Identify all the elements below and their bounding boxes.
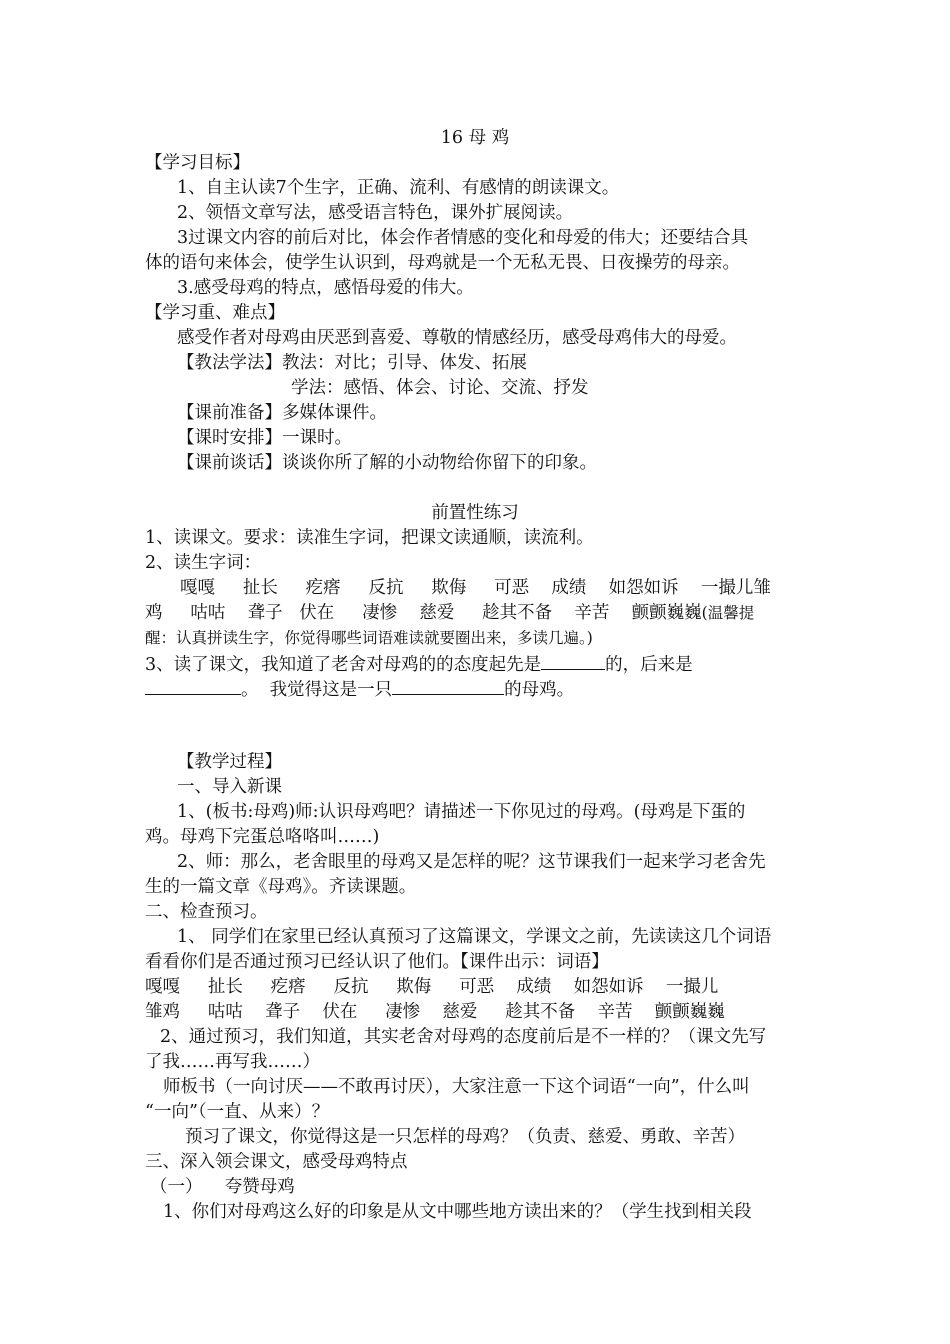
talk-line: 【课前谈话】谈谈你所了解的小动物给你留下的印象。 [177, 453, 597, 473]
section-2-para-2-line-1: 2、通过预习，我们知道，其实老舍对母鸡的态度前后是不一样的？（课文先写 [160, 1027, 767, 1047]
section-3-heading: 三、深入领会课文，感受母鸡特点 [145, 1152, 408, 1172]
keypoints-text: 感受作者对母鸡由厌恶到喜爱、尊敬的情感经历，感受母鸡伟大的母爱。 [177, 328, 737, 348]
pre-exercise-3-line-2: 。 我觉得这是一只 的母鸡。 [145, 676, 574, 702]
section-2-para-3-line-1: 师板书（一向讨厌——不敢再讨厌），大家注意一下这个词语“一向”，什么叫 [163, 1077, 750, 1097]
section-2-heading: 二、检查预习。 [145, 902, 268, 922]
pre-words-line-2: 鸡 咕咕 聋子 伏在 凄惨 慈爱 趁其不备 辛苦 颤颤巍巍(温馨提 [145, 603, 755, 623]
page-title: 16 母 鸡 [440, 128, 510, 148]
objective-4: 3.感受母鸡的特点，感悟母爱的伟大。 [177, 278, 474, 298]
objective-3-line-1: 3过课文内容的前后对比，体会作者情感的变化和母爱的伟大；还要结合具 [177, 228, 749, 248]
objectives-heading: 【学习目标】 [145, 153, 250, 173]
answer-blank-3 [392, 676, 504, 695]
section-3-subheading: （一） 夸赞母鸡 [150, 1177, 295, 1197]
answer-blank-1 [541, 651, 605, 670]
pre-exercise-1: 1、读课文。要求：读准生字词，把课文读通顺，读流利。 [145, 528, 594, 548]
section-2-para-4: 预习了课文，你觉得这是一只怎样的母鸡？（负责、慈爱、勇敢、辛苦） [185, 1127, 745, 1147]
answer-blank-2 [145, 676, 241, 695]
keypoints-heading: 【学习重、难点】 [145, 303, 285, 323]
section-1-heading: 一、导入新课 [177, 777, 282, 797]
pre-words-reminder: 醒：认真拼读生字，你觉得哪些词语难读就要圈出来，多读几遍。) [145, 629, 593, 647]
pre-exercise-heading: 前置性练习 [431, 503, 519, 523]
prep-line: 【课前准备】多媒体课件。 [177, 403, 387, 423]
section-2-para-1-line-2: 看看你们是否通过预习已经认识了他们。【课件出示：词语】 [145, 952, 609, 972]
section-2-words-line-1: 嘎嘎 扯长 疙瘩 反抗 欺侮 可恶 成绩 如怨如诉 一撮儿 [145, 977, 719, 997]
section-2-words-line-2: 雏鸡 咕咕 聋子 伏在 凄惨 慈爱 趁其不备 辛苦 颤颤巍巍 [145, 1002, 725, 1022]
section-2-para-3-line-2: “一向”（一直、从来）？ [145, 1102, 330, 1122]
objective-2: 2、领悟文章写法，感受语言特色，课外扩展阅读。 [177, 203, 574, 223]
objective-1: 1、自主认读7个生字，正确、流利、有感情的朗读课文。 [177, 178, 620, 198]
section-2-para-1-line-1: 1、 同学们在家里已经认真预习了这篇课文，学课文之前，先读读这几个词语 [177, 927, 772, 947]
pre-words-line-1: 嘎嘎 扯长 疙瘩 反抗 欺侮 可恶 成绩 如怨如诉 一撮儿雏 [180, 578, 771, 598]
methods-line-1: 【教法学法】教法：对比；引导、体发、拓展 [177, 353, 527, 373]
section-1-para-1-line-2: 鸡。母鸡下完蛋总咯咯叫……) [145, 827, 380, 847]
section-3-para-1: 1、你们对母鸡这么好的印象是从文中哪些地方读出来的？（学生找到相关段 [163, 1202, 752, 1222]
section-1-para-1-line-1: 1、(板书:母鸡)师:认识母鸡吧？请描述一下你见过的母鸡。(母鸡是下蛋的 [177, 802, 746, 822]
objective-3-line-2: 体的语句来体会，使学生认识到，母鸡就是一个无私无畏、日夜操劳的母亲。 [145, 253, 740, 273]
pre-exercise-2: 2、读生字词： [145, 553, 262, 573]
section-2-para-2-line-2: 了我……再写我……） [145, 1052, 320, 1072]
pre-exercise-3-line-1: 3、读了课文，我知道了老舍对母鸡的的态度起先是 的，后来是 [145, 651, 693, 677]
section-1-para-2-line-1: 2、师：那么，老舍眼里的母鸡又是怎样的呢？这节课我们一起来学习老舍先 [177, 852, 766, 872]
methods-line-2: 学法：感悟、体会、讨论、交流、抒发 [291, 378, 589, 398]
schedule-line: 【课时安排】一课时。 [177, 428, 352, 448]
process-heading: 【教学过程】 [177, 752, 282, 772]
section-1-para-2-line-2: 生的一篇文章《母鸡》。齐读课题。 [145, 877, 417, 897]
